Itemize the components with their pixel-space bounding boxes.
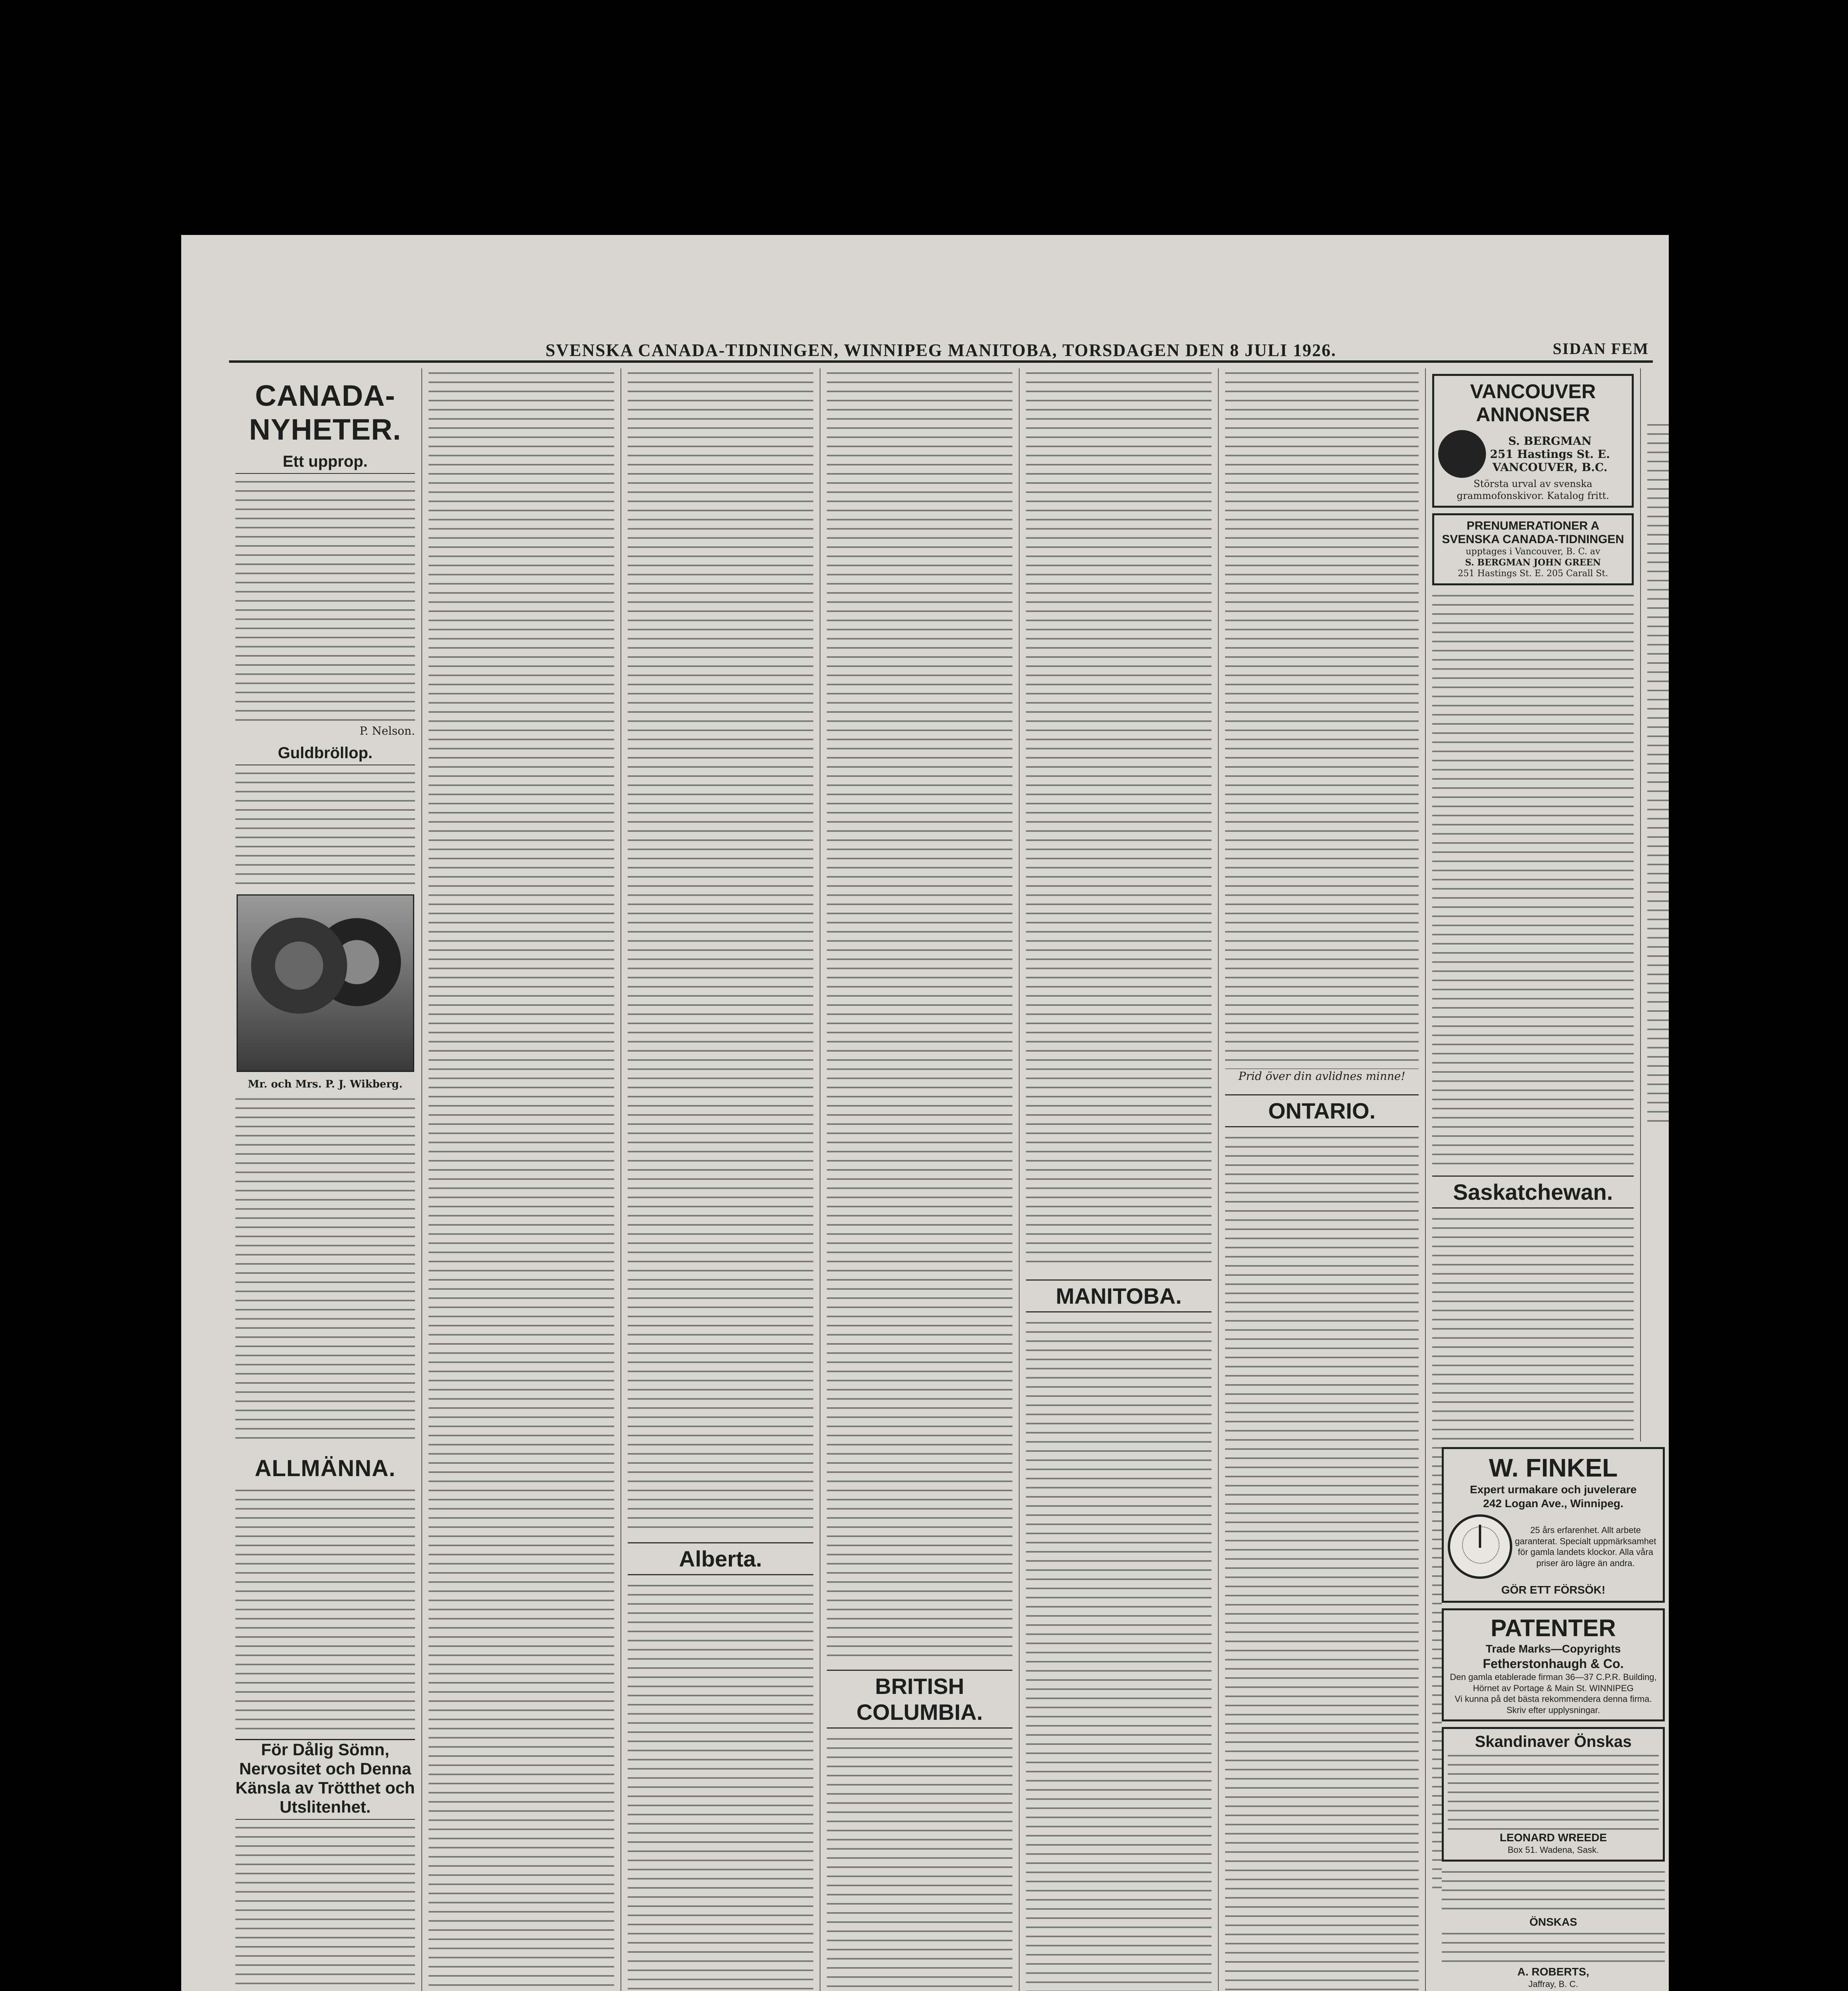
right-ads-stack	[1442, 1441, 1665, 1991]
article-text	[1225, 368, 1419, 1069]
onskas-heading: ÖNSKAS	[1529, 1915, 1577, 1928]
article-text	[827, 368, 1012, 1659]
classified-text	[1442, 1867, 1665, 1915]
vancouver-ads-box	[1432, 374, 1634, 508]
skandinaver-title: Skandinaver Önskas	[1475, 1733, 1632, 1750]
article-text	[1026, 368, 1212, 1268]
subhead-ett-upprop: Ett upprop.	[235, 453, 415, 474]
patents-text: Vi kunna på det bästa rekommendera denna firma. Skriv efter upplysningar.	[1455, 1694, 1652, 1715]
subscription-ad	[1432, 513, 1634, 585]
subscription-line-1: upptages i Vancouver, B. C. av	[1466, 547, 1600, 557]
article-text	[235, 1486, 415, 1733]
roberts-address: Jaffray, B. C.	[1528, 1979, 1578, 1989]
bergman-description: Största urval av svenska grammofonskivor. Katalog fritt.	[1456, 478, 1609, 501]
article-text	[1647, 420, 1669, 1125]
roberts-name: A. ROBERTS,	[1517, 1965, 1590, 1978]
vancouver-header: VANCOUVER ANNONSER	[1470, 380, 1596, 426]
patents-firm: Fetherstonhaugh & Co.	[1483, 1657, 1624, 1671]
subscription-line-2: S. BERGMAN JOHN GREEN	[1465, 557, 1601, 568]
article-text	[235, 769, 415, 888]
article-text	[628, 1581, 813, 1991]
column-6	[1219, 368, 1426, 1991]
page-label: SIDAN FEM	[1552, 340, 1649, 358]
section-alberta: Alberta.	[628, 1542, 813, 1575]
gramophone-record-icon	[1438, 430, 1486, 478]
column-5	[1020, 368, 1219, 1991]
patents-line: Trade Marks—Copyrights	[1486, 1643, 1621, 1655]
subscription-title: PRENUMERATIONER A SVENSKA CANADA-TIDNINGEN	[1442, 519, 1624, 546]
column-4	[820, 368, 1020, 1991]
subscription-line-3: 251 Hastings St. E. 205 Carall St.	[1458, 569, 1608, 579]
bergman-name: S. BERGMAN	[1508, 434, 1592, 448]
article-text	[628, 368, 813, 1531]
article-text	[1026, 1318, 1212, 1991]
masthead-title: SVENSKA CANADA-TIDNINGEN, WINNIPEG MANITOBA, TORSDAGEN DEN 8 JULI 1926.	[545, 340, 1337, 360]
section-manitoba: MANITOBA.	[1026, 1279, 1212, 1312]
section-british-columbia: BRITISH COLUMBIA.	[827, 1670, 1012, 1729]
classified-text	[1442, 1929, 1665, 1965]
masthead	[229, 332, 1653, 363]
finkel-cta: GÖR ETT FÖRSÖK!	[1501, 1584, 1605, 1596]
finkel-tagline: Expert urmakare och juvelerare	[1470, 1483, 1637, 1496]
article-text	[1225, 1133, 1419, 1991]
column-2	[422, 368, 621, 1991]
patents-address: Den gamla etablerade firman 36—37 C.P.R. Building, Hörnet av Portage & Main St. WINNIPEG	[1450, 1672, 1657, 1693]
bergman-address-2: VANCOUVER, B.C.	[1492, 460, 1608, 474]
finkel-ad	[1442, 1447, 1665, 1603]
section-saskatchewan: Saskatchewan.	[1432, 1175, 1634, 1209]
section-allmanna: ALLMÄNNA.	[254, 1455, 396, 1481]
signature: P. Nelson.	[359, 724, 415, 737]
skandinaver-ad	[1442, 1727, 1665, 1862]
article-text	[827, 1734, 1012, 1991]
finkel-name: W. FINKEL	[1489, 1453, 1618, 1482]
ad-text	[1448, 1751, 1659, 1831]
column-1	[229, 368, 422, 1991]
subhead-guldbrollop: Guldbröllop.	[235, 744, 415, 765]
finkel-address: 242 Logan Ave., Winnipeg.	[1483, 1497, 1624, 1510]
article-text	[235, 1094, 415, 1445]
skandinaver-contact: LEONARD WREEDE	[1500, 1831, 1607, 1844]
column-3	[621, 368, 820, 1991]
article-text	[429, 368, 614, 1991]
headline-canada-nyheter: CANADA-NYHETER.	[249, 379, 401, 446]
section-ontario: ONTARIO.	[1225, 1094, 1419, 1127]
couple-photo	[237, 894, 414, 1072]
article-text	[1432, 591, 1634, 1164]
article-text	[235, 477, 415, 724]
ad-text	[235, 1823, 415, 1991]
pocket-watch-icon	[1448, 1514, 1512, 1579]
skandinaver-address: Box 51. Wadena, Sask.	[1507, 1845, 1599, 1855]
patents-title: PATENTER	[1490, 1615, 1616, 1641]
photo-caption: Mr. och Mrs. P. J. Wikberg.	[248, 1078, 403, 1090]
finkel-text: 25 års erfarenhet. Allt arbete garanterat. Specialt uppmärksamhet för gamla landets klockor. Alla våra priser äro lägre än andra.	[1515, 1525, 1656, 1568]
bergman-address-1: 251 Hastings St. E.	[1490, 447, 1610, 461]
patents-ad	[1442, 1608, 1665, 1721]
memorial-note: Prid över din avlidnes minne!	[1238, 1070, 1406, 1083]
sleep-ad-headline: För Dålig Sömn, Nervositet och Denna Känsla av Trötthet och Utslitenhet.	[235, 1739, 415, 1820]
